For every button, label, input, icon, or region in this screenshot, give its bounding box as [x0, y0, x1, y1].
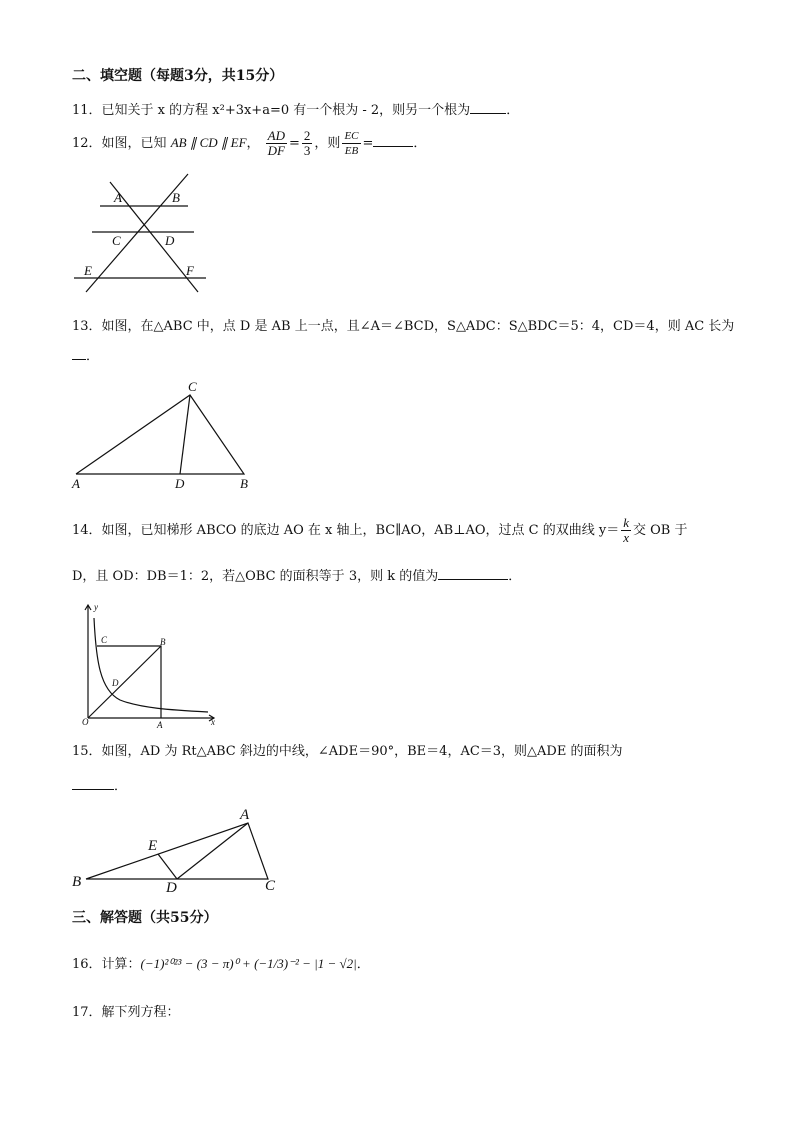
label-b: B — [72, 874, 82, 890]
fraction-k-over-x — [621, 516, 631, 545]
question-14-line-2 — [72, 567, 521, 586]
fraction-numerator: EC — [344, 130, 359, 142]
section-2-title: 二、填空题（每题3分，共15分） — [72, 68, 284, 84]
section-3-title: 三、解答题（共55分） — [72, 910, 218, 926]
fraction-denominator: 3 — [303, 143, 311, 158]
hyperbola — [94, 618, 208, 712]
question-16-end: ． — [356, 957, 370, 972]
equals-sign: = — [289, 136, 300, 151]
label-f: F — [186, 263, 194, 278]
question-12-end: ． — [413, 136, 427, 151]
label-c: C — [188, 379, 197, 394]
label-e: E — [148, 838, 158, 854]
label-a: A — [240, 807, 250, 823]
question-11-end: ． — [506, 103, 520, 118]
label-y: y — [94, 602, 98, 612]
fraction-denominator: DF — [267, 143, 286, 158]
question-14-text-end: 交 OB 于 — [632, 523, 688, 538]
label-b: B — [172, 190, 180, 205]
question-17: 17．解下列方程： — [72, 1005, 180, 1020]
question-15 — [72, 743, 622, 761]
label-d: D — [165, 233, 175, 248]
question-13-continuation — [72, 347, 99, 366]
answer-blank-13[interactable] — [72, 347, 86, 360]
median-ad — [177, 823, 248, 879]
question-13-end: ． — [86, 349, 100, 364]
question-11-text: 11．已知关于 x 的方程 x²+3x+a=0 有一个根为 - 2，则另一个根为 — [72, 103, 471, 118]
fraction-numerator: 2 — [303, 128, 311, 143]
answer-blank-15[interactable] — [72, 777, 114, 790]
fraction-denominator: x — [623, 530, 629, 545]
question-14-text: 14．如图，已知梯形 ABCO 的底边 AO 在 x 轴上，BC∥AO，AB⊥AO，过点 C 的双曲线 y＝ — [72, 523, 620, 538]
label-b: B — [160, 637, 166, 647]
fraction-numerator: k — [623, 515, 629, 530]
question-15-continuation — [72, 777, 127, 796]
question-12-comma: ， — [246, 136, 260, 151]
label-c: C — [101, 635, 108, 645]
fraction-denominator: EB — [344, 145, 359, 157]
question-14-end: ． — [508, 569, 522, 584]
label-a: A — [157, 720, 163, 730]
label-c: C — [265, 878, 276, 894]
question-12-relation: AB ∥ CD ∥ EF — [170, 135, 247, 150]
question-14 — [72, 516, 687, 546]
question-15-text: 15．如图，AD 为 Rt△ABC 斜边的中线，∠ADE＝90°，BE＝4，AC＝3，则△ADE 的面积为 — [72, 744, 623, 759]
question-16-prefix: 16．计算： — [72, 957, 141, 972]
figure-13 — [71, 379, 248, 491]
equals-sign: = — [362, 136, 374, 151]
label-d: D — [175, 476, 185, 491]
question-13-text: 13．如图，在△ABC 中，点 D 是 AB 上一点，且∠A＝∠BCD，S△ADC：S△BDC＝5：4，CD＝4，则 AC 长为 — [72, 319, 735, 334]
question-14-text-2: D，且 OD：DB＝1：2，若△OBC 的面积等于 3，则 k 的值为 — [72, 569, 439, 584]
label-o: O — [82, 717, 89, 727]
segment-cd — [180, 395, 190, 474]
label-b: B — [240, 476, 248, 491]
label-d: D — [166, 880, 177, 896]
figure-15 — [72, 807, 276, 896]
figure-14 — [82, 602, 215, 730]
label-a: A — [114, 190, 122, 205]
question-16-expression: (−1)²⁰²³ − (3 − π)⁰ + (−1/3)⁻² − |1 − √2| — [140, 956, 357, 971]
label-e: E — [84, 263, 92, 278]
label-a: A — [72, 476, 80, 491]
segment-de — [158, 854, 177, 879]
label-x: x — [211, 717, 215, 727]
triangle-abc — [86, 823, 268, 879]
question-12-then: ，则 — [314, 136, 341, 151]
label-c: C — [112, 233, 121, 248]
question-16 — [72, 955, 370, 974]
triangle-abc — [76, 395, 244, 474]
fraction-numerator: AD — [267, 128, 286, 143]
label-d: D — [112, 678, 119, 688]
question-12-prefix: 12．如图，已知 — [72, 136, 171, 151]
question-15-end: ． — [114, 779, 128, 794]
transversal-af — [110, 182, 198, 292]
answer-blank-14[interactable] — [438, 567, 508, 580]
question-13 — [72, 318, 734, 336]
